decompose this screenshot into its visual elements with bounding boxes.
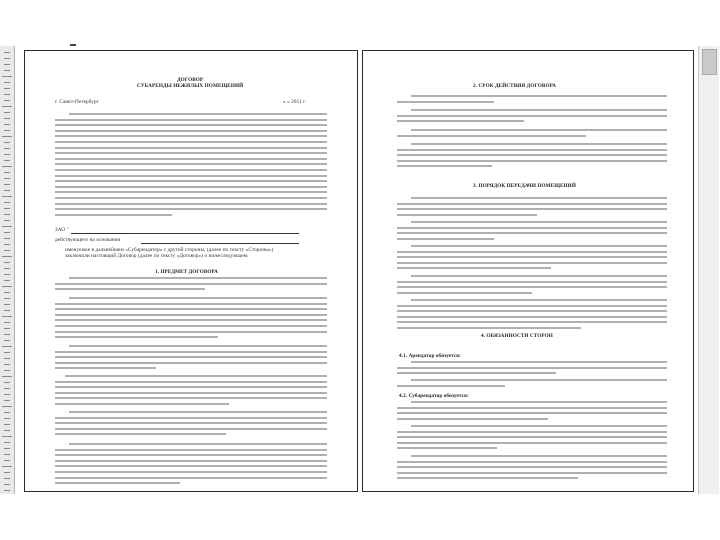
paragraph-text-line xyxy=(55,158,327,160)
ruler-tick xyxy=(4,484,10,485)
ruler-tick xyxy=(4,202,10,203)
ruler-tick xyxy=(4,424,10,425)
ruler-tick xyxy=(4,418,10,419)
paragraph-text-line xyxy=(55,454,327,456)
ruler-tick xyxy=(4,310,10,311)
paragraph-text-line xyxy=(55,386,327,388)
paragraph-text-line xyxy=(69,345,327,347)
paragraph-text-line xyxy=(65,375,327,377)
ruler-tick xyxy=(4,268,10,269)
ruler-tick xyxy=(2,166,12,167)
paragraph-text-line xyxy=(55,465,327,467)
ruler-tick xyxy=(4,262,10,263)
paragraph-text-line xyxy=(69,297,327,299)
paragraph-text-line xyxy=(55,460,327,462)
paragraph-text-line xyxy=(411,379,667,381)
ruler-tick xyxy=(4,88,10,89)
contract-subtitle: СУБАРЕНДЫ НЕЖИЛЫХ ПОМЕЩЕНИЙ xyxy=(137,83,244,89)
subsection-4-1: 4.1. Арендатор обязуется: xyxy=(399,353,461,359)
ruler-tick xyxy=(4,238,10,239)
paragraph-text-line xyxy=(411,95,667,97)
ruler-tick xyxy=(4,490,10,491)
ruler-tick xyxy=(4,190,10,191)
ruler-tick xyxy=(4,328,10,329)
ruler-tick xyxy=(4,172,10,173)
paragraph-text-line xyxy=(397,316,667,318)
paragraph-text-line xyxy=(55,214,172,216)
paragraph-text-line xyxy=(397,418,548,420)
ruler-tick xyxy=(4,148,10,149)
document-page-left xyxy=(24,50,358,492)
ruler-tick xyxy=(4,58,10,59)
paragraph-text-line xyxy=(69,113,327,115)
ruler-tick xyxy=(4,52,10,53)
paragraph-text-line xyxy=(397,407,667,409)
paragraph-text-line xyxy=(55,283,327,285)
section-1-heading: 1. ПРЕДМЕТ ДОГОВОРА xyxy=(155,269,218,275)
signatory-role: именуемое в дальнейшем «Субарендатор» с другой стороны, (далее по тексту «Стороны») xyxy=(65,247,274,253)
paragraph-text-line xyxy=(69,277,327,279)
paragraph-text-line xyxy=(411,109,667,111)
ruler-tick xyxy=(4,178,10,179)
ruler-tick xyxy=(2,226,12,227)
paragraph-text-line xyxy=(397,154,667,156)
paragraph-text-line xyxy=(55,422,327,424)
paragraph-text-line xyxy=(397,115,667,117)
paragraph-text-line xyxy=(397,305,667,307)
paragraph-text-line xyxy=(397,251,667,253)
paragraph-text-line xyxy=(397,149,667,151)
paragraph-text-line xyxy=(69,443,327,445)
paragraph-text-line xyxy=(397,135,586,137)
paragraph-text-line xyxy=(397,286,667,288)
paragraph-text-line xyxy=(411,401,667,403)
ruler-tick xyxy=(4,304,10,305)
ruler-tick xyxy=(4,274,10,275)
ruler-tick xyxy=(2,406,12,407)
ruler-tick xyxy=(2,466,12,467)
paragraph-text-line xyxy=(397,160,667,162)
paragraph-text-line xyxy=(397,477,578,479)
ruler-tick xyxy=(4,340,10,341)
paragraph-text-line xyxy=(397,256,667,258)
contract-city: г. Санкт-Петербург xyxy=(55,99,99,105)
paragraph-text-line xyxy=(55,319,327,321)
paragraph-text-line xyxy=(55,397,327,399)
paragraph-text-line xyxy=(397,447,497,449)
ruler-tick xyxy=(4,412,10,413)
scrollbar-thumb[interactable] xyxy=(702,49,717,75)
paragraph-text-line xyxy=(55,392,327,394)
ruler-tick xyxy=(4,382,10,383)
blank-line xyxy=(71,233,299,234)
paragraph-text-line xyxy=(55,367,156,369)
ruler-tick xyxy=(4,370,10,371)
tab-stop-marker xyxy=(70,44,76,46)
paragraph-text-line xyxy=(397,466,667,468)
paragraph-text-line xyxy=(411,425,667,427)
paragraph-text-line xyxy=(397,267,551,269)
ruler-tick xyxy=(2,76,12,77)
ruler-tick xyxy=(2,286,12,287)
paragraph-text-line xyxy=(55,336,218,338)
ruler-tick xyxy=(4,70,10,71)
paragraph-text-line xyxy=(55,152,327,154)
ruler-tick xyxy=(4,250,10,251)
paragraph-text-line xyxy=(397,281,667,283)
ruler-tick xyxy=(2,376,12,377)
ruler-tick xyxy=(2,436,12,437)
paragraph-text-line xyxy=(55,197,327,199)
paragraph-text-line xyxy=(55,163,327,165)
ruler-tick xyxy=(4,388,10,389)
paragraph-text-line xyxy=(69,411,327,413)
paragraph-text-line xyxy=(411,221,667,223)
paragraph-text-line xyxy=(55,482,180,484)
paragraph-text-line xyxy=(397,436,667,438)
paragraph-text-line xyxy=(397,262,667,264)
paragraph-text-line xyxy=(397,232,667,234)
paragraph-text-line xyxy=(55,130,327,132)
paragraph-text-line xyxy=(55,288,205,290)
paragraph-text-line xyxy=(55,356,327,358)
ruler-tick xyxy=(4,112,10,113)
paragraph-text-line xyxy=(55,433,226,435)
ruler-tick xyxy=(4,94,10,95)
blank-line xyxy=(141,243,299,244)
ruler-tick xyxy=(4,214,10,215)
ruler-tick xyxy=(4,208,10,209)
paragraph-text-line xyxy=(55,147,327,149)
paragraph-text-line xyxy=(397,292,532,294)
paragraph-text-line xyxy=(55,303,327,305)
paragraph-text-line xyxy=(55,477,327,479)
paragraph-text-line xyxy=(55,169,327,171)
vertical-scrollbar[interactable] xyxy=(698,46,719,494)
paragraph-text-line xyxy=(411,129,667,131)
paragraph-text-line xyxy=(55,325,327,327)
paragraph-text-line xyxy=(55,175,327,177)
paragraph-text-line xyxy=(397,203,667,205)
ruler-tick xyxy=(4,334,10,335)
ruler-tick xyxy=(2,196,12,197)
document-page-right xyxy=(362,50,694,492)
contract-date: « » 2011 г. xyxy=(283,99,307,105)
paragraph-text-line xyxy=(55,331,327,333)
paragraph-text-line xyxy=(397,310,667,312)
ruler-tick xyxy=(4,478,10,479)
ruler-tick xyxy=(4,454,10,455)
ruler-tick xyxy=(2,316,12,317)
paragraph-text-line xyxy=(411,245,667,247)
paragraph-text-line xyxy=(55,191,327,193)
paragraph-text-line xyxy=(397,431,667,433)
ruler-tick xyxy=(4,154,10,155)
paragraph-text-line xyxy=(397,214,537,216)
paragraph-text-line xyxy=(55,124,327,126)
paragraph-text-line xyxy=(397,412,667,414)
paragraph-text-line xyxy=(55,208,327,210)
viewer-bottom-area xyxy=(0,500,720,540)
paragraph-text-line xyxy=(411,197,667,199)
paragraph-text-line xyxy=(397,385,505,387)
paragraph-text-line xyxy=(397,120,524,122)
paragraph-text-line xyxy=(55,362,327,364)
ruler-tick xyxy=(4,394,10,395)
paragraph-text-line xyxy=(411,143,667,145)
paragraph-text-line xyxy=(397,321,667,323)
signatory-company: ЗАО " xyxy=(55,227,69,233)
ruler-tick xyxy=(4,160,10,161)
paragraph-text-line xyxy=(397,461,667,463)
ruler-tick xyxy=(4,184,10,185)
section-4-heading: 4. ОБЯЗАННОСТИ СТОРОН xyxy=(481,333,553,339)
ruler-tick xyxy=(4,322,10,323)
ruler-tick xyxy=(4,220,10,221)
paragraph-text-line xyxy=(397,238,494,240)
vertical-ruler xyxy=(0,46,15,494)
ruler-tick xyxy=(4,82,10,83)
ruler-tick xyxy=(4,130,10,131)
ruler-tick xyxy=(2,106,12,107)
ruler-tick xyxy=(4,142,10,143)
ruler-tick xyxy=(4,448,10,449)
ruler-tick xyxy=(4,430,10,431)
paragraph-text-line xyxy=(397,367,667,369)
paragraph-text-line xyxy=(397,208,667,210)
subsection-4-2: 4.2. Субарендатор обязуется: xyxy=(399,393,469,399)
paragraph-text-line xyxy=(55,403,229,405)
paragraph-text-line xyxy=(55,135,327,137)
paragraph-text-line xyxy=(55,471,327,473)
paragraph-text-line xyxy=(397,227,667,229)
ruler-tick xyxy=(4,364,10,365)
ruler-tick xyxy=(4,64,10,65)
paragraph-text-line xyxy=(55,203,327,205)
signatory-basis: действующего на основании xyxy=(55,237,121,243)
ruler-tick xyxy=(4,100,10,101)
paragraph-text-line xyxy=(55,351,327,353)
paragraph-text-line xyxy=(55,428,327,430)
paragraph-text-line xyxy=(55,381,327,383)
ruler-tick xyxy=(2,136,12,137)
paragraph-text-line xyxy=(55,119,327,121)
paragraph-text-line xyxy=(55,314,327,316)
paragraph-text-line xyxy=(411,361,667,363)
ruler-tick xyxy=(4,292,10,293)
paragraph-text-line xyxy=(55,308,327,310)
section-3-heading: 3. ПОРЯДОК ПЕРЕДАЧИ ПОМЕЩЕНИЙ xyxy=(473,183,576,189)
signatory-agreement: заключили настоящий Договор (далее по тексту «Договор») о нижеследующем: xyxy=(65,253,249,259)
paragraph-text-line xyxy=(397,165,492,167)
paragraph-text-line xyxy=(55,141,327,143)
ruler-tick xyxy=(4,280,10,281)
section-2-heading: 2. СРОК ДЕЙСТВИЯ ДОГОВОРА xyxy=(473,83,557,89)
contract-title: ДОГОВОР xyxy=(177,77,204,83)
ruler-tick xyxy=(4,472,10,473)
ruler-tick xyxy=(4,442,10,443)
paragraph-text-line xyxy=(55,449,327,451)
ruler-tick xyxy=(4,352,10,353)
paragraph-text-line xyxy=(397,327,581,329)
ruler-tick xyxy=(4,358,10,359)
paragraph-text-line xyxy=(55,417,327,419)
ruler-tick xyxy=(4,118,10,119)
paragraph-text-line xyxy=(55,180,327,182)
ruler-tick xyxy=(4,460,10,461)
paragraph-text-line xyxy=(411,299,667,301)
ruler-tick xyxy=(4,124,10,125)
paragraph-text-line xyxy=(55,186,327,188)
ruler-tick xyxy=(4,244,10,245)
ruler-tick xyxy=(4,400,10,401)
ruler-tick xyxy=(4,232,10,233)
paragraph-text-line xyxy=(411,455,667,457)
ruler-tick xyxy=(2,346,12,347)
paragraph-text-line xyxy=(397,472,667,474)
ruler-tick xyxy=(2,256,12,257)
paragraph-text-line xyxy=(397,101,494,103)
paragraph-text-line xyxy=(397,372,556,374)
paragraph-text-line xyxy=(411,275,667,277)
paragraph-text-line xyxy=(397,442,667,444)
ruler-tick xyxy=(4,298,10,299)
